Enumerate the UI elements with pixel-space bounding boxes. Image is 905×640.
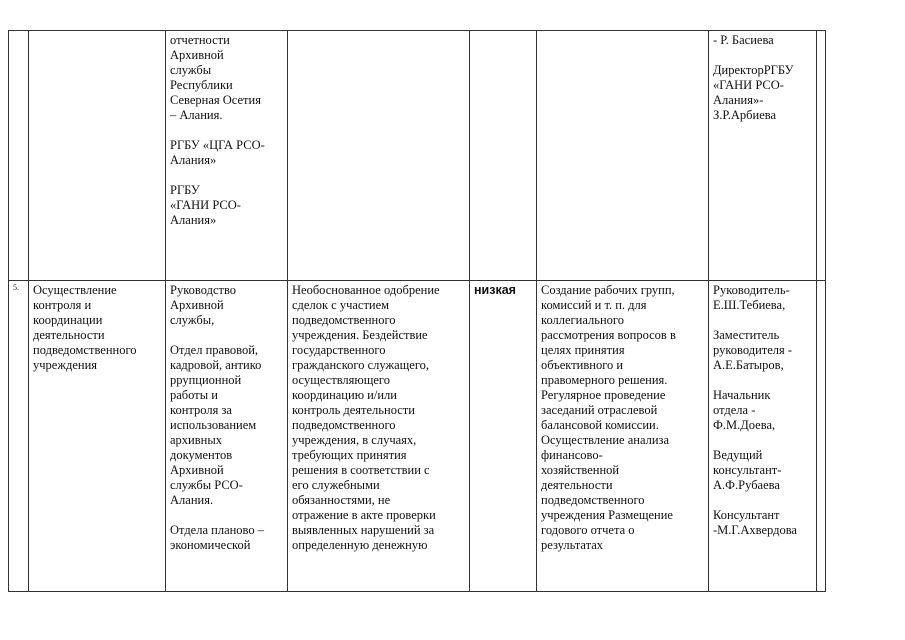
cell-measures [537,281,709,592]
cell-units [166,31,288,281]
units-paragraph: РГБУ «ЦГА РСО- Алания» [170,138,265,167]
responsible-paragraph: Ведущий консультант- А.Ф.Рубаева [713,448,782,492]
cell-extra [817,31,826,281]
units-paragraph: Отдел правовой, кадровой, антико ррупционной работы и контроля за использованием архивных документов Архивной службы РСО- Алания. [170,343,262,507]
units-paragraph: РГБУ «ГАНИ РСО- Алания» [170,183,241,227]
responsible-paragraph: Начальник отдела - Ф.М.Доева, [713,388,776,432]
units-paragraph: Отдела планово – экономической [170,523,265,552]
cell-level [470,31,537,281]
cell-extra [817,281,826,592]
row-number: 5. [13,283,19,292]
risk-text: Необоснованное одобрение сделок с участием подведомственного учреждения. Бездействие государственного гражданского служащего, осуществляющего координацию и/или контроль деятельности подведомственного учреждения, в случаях, требующих принятия решения в соответствии с его служебными обязанностями, не отражение в акте проверки выявленных нарушений за определенную денежную [292,283,440,552]
cell-units [166,281,288,592]
table-row [9,31,826,281]
cell-responsible [709,31,817,281]
responsible-paragraph: Заместитель руководителя - А.Е.Батыров, [713,328,793,372]
units-paragraph: Руководство Архивной службы, [170,283,237,327]
cell-measures [537,31,709,281]
cell-number [9,31,29,281]
responsible-paragraph: Руководитель- Е.Ш.Тебиева, [713,283,790,312]
cell-risk [288,281,470,592]
cell-number [9,281,29,592]
cell-level [470,281,537,592]
responsible-paragraph: ДиректорРГБУ «ГАНИ РСО- Алания»- З.Р.Арбиева [713,63,794,122]
cell-function [29,281,166,592]
cell-responsible [709,281,817,592]
corruption-risk-table [8,30,826,592]
function-text: Осуществление контроля и координации деятельности подведомственного учреждения [33,283,137,372]
responsible-paragraph: - Р. Басиева [713,33,774,47]
cell-function [29,31,166,281]
units-paragraph: отчетности Архивной службы Республики Северная Осетия – Алания. [170,33,261,122]
risk-level: низкая [474,283,516,297]
measures-text: Создание рабочих групп, комиссий и т. п. для коллегиального рассмотрения вопросов в целях принятия объективного и правомерного решения. Регулярное проведение заседаний отраслевой балансовой комиссии. Осуществление анализа финансово- хозяйственной деятельности подведомственного учреждения Размещение годового отчета о результатах [541,283,676,552]
cell-risk [288,31,470,281]
responsible-paragraph: Консультант -М.Г.Ахвердова [713,508,797,537]
table-row [9,281,826,592]
